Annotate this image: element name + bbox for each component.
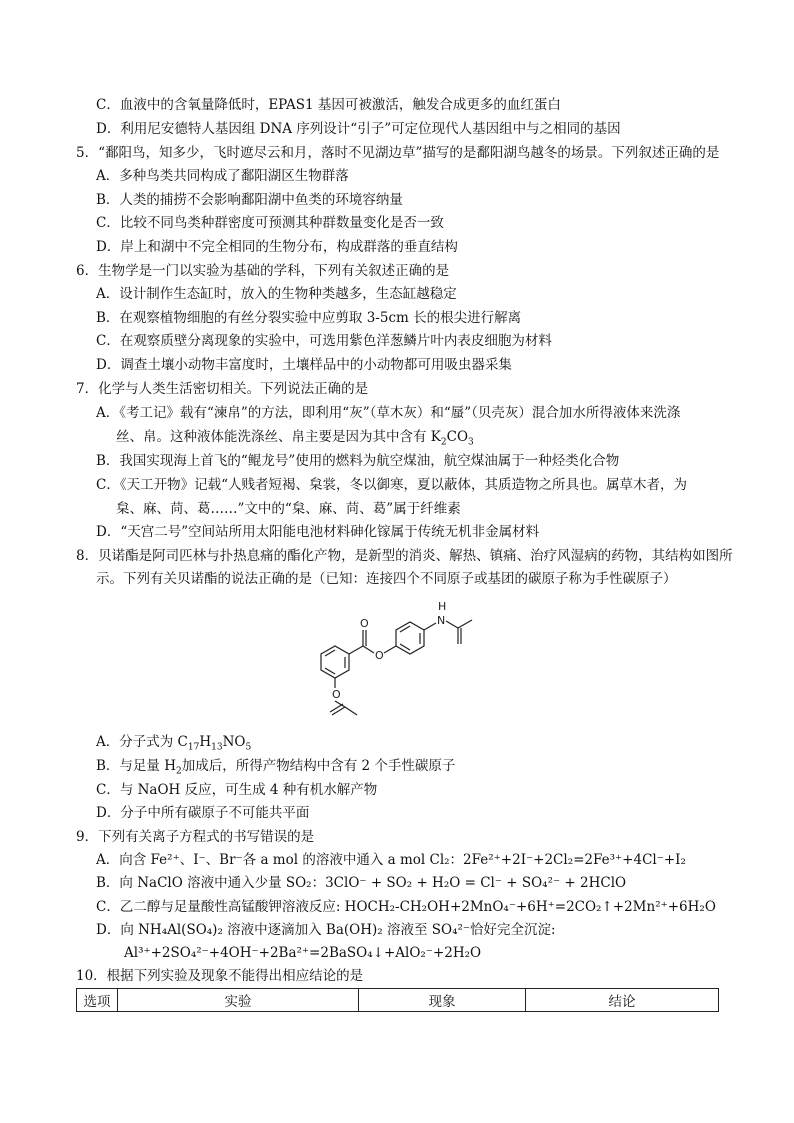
bond (363, 646, 374, 653)
q7-option-a-line1: A．《考工记》载有“湅帛”的方法，即利用“灰”（草木灰）和“蜃”（贝壳灰）混合加水所得液体来洗涤 (96, 405, 681, 421)
table-header-option: 选项 (77, 989, 118, 1012)
methyl-bond (458, 620, 472, 628)
q8-option-c: C．与 NaOH 反应，可生成 4 种有机水解产物 (96, 782, 378, 798)
q6-option-a: A．设计制作生态缸时，放入的生物种类越多，生态缸越稳定 (96, 286, 457, 302)
q7-option-c-line2: 枲、麻、苘、葛……”文中的“枲、麻、苘、葛”属于纤维素 (116, 501, 461, 517)
carbonyl-bond (330, 704, 343, 712)
q4-option-d: D．利用尼安德特人基因组 DNA 序列设计“引子”可定位现代人基因组中与之相同的基因 (96, 121, 621, 137)
q7-option-b: B．我国实现海上首飞的“鲲龙号”使用的燃料为航空煤油，航空煤油属于一种烃类化合物 (96, 453, 620, 469)
q5-option-a: A．多种鸟类共同构成了鄱阳湖区生物群落 (96, 168, 349, 184)
atom-o-carbonyl: O (360, 617, 369, 630)
q9-option-c: C．乙二醇与足量酸性高锰酸钾溶液反应: HOCH₂-CH₂OH+2MnO₄⁻+6H⁺=2CO₂↑+2Mn²⁺+6H₂O (96, 899, 716, 915)
table-header-row (77, 989, 719, 1012)
atom-n: N (437, 614, 446, 627)
q9-option-a: A．向含 Fe²⁺、I⁻、Br⁻各 a mol 的溶液中通入 a mol Cl₂：2Fe²⁺+2I⁻+2Cl₂=2Fe³⁺+4Cl⁻+I₂ (96, 852, 686, 868)
q6-option-b: B．在观察植物细胞的有丝分裂实验中应剪取 3-5cm 长的根尖进行解离 (96, 310, 522, 326)
q7-option-a-line2: 丝、帛。这种液体能洗涤丝、帛主要是因为其中含有 $K_2CO_3$ (116, 429, 474, 448)
table-header-conclusion: 结论 (526, 989, 719, 1012)
benorilate-structure (296, 596, 496, 732)
q8-option-d: D．分子中所有碳原子不可能共平面 (96, 805, 310, 821)
atom-h: H (438, 600, 447, 613)
q8-stem-line1: 8．贝诺酯是阿司匹林与扑热息痛的酯化产物，是新型的消炎、解热、镇痛、治疗风湿病的药物，其结构如图所 (76, 548, 733, 564)
table-header-phenomenon: 现象 (359, 989, 526, 1012)
q9-option-b: B．向 NaClO 溶液中通入少量 SO₂：3ClO⁻ + SO₂ + H₂O = Cl⁻ + SO₄²⁻ + 2HClO (96, 875, 627, 891)
q5-option-b: B．人类的捕捞不会影响鄱阳湖中鱼类的环境容纳量 (96, 192, 403, 208)
q7-option-c-line1: C．《天工开物》记载“人贱者短褐、枲裳，冬以御寒，夏以蔽体，其质造物之所具也。属草木者，为 (96, 477, 687, 493)
carbonyl-bond (332, 707, 345, 715)
bond (349, 646, 363, 654)
q10-stem: 10．根据下列实验及现象不能得出相应结论的是 (76, 968, 364, 984)
q4-option-c: C．血液中的含氧量降低时，EPAS1 基因可被激活，触发合成更多的血红蛋白 (96, 97, 561, 113)
q10-table (76, 988, 719, 1012)
q8-option-b: B．与足量 $H_2$加成后，所得产物结构中含有 2 个手性碳原子 (96, 758, 456, 777)
bond (424, 623, 436, 630)
q8-stem-line2: 示。下列有关贝诺酯的说法正确的是（已知：连接四个不同原子或基团的碳原子称为手性碳原子） (96, 571, 677, 587)
q8-option-a: A．分子式为 $C_{17}H_{13}NO_5$ (96, 734, 252, 753)
q9-option-d-line2: Al³⁺+2SO₄²⁻+4OH⁻+2Ba²⁺=2BaSO₄↓+AlO₂⁻+2H₂O (124, 945, 482, 961)
q6-option-c: C．在观察质壁分离现象的实验中，可选用紫色洋葱鳞片叶内表皮细胞为材料 (96, 333, 552, 349)
q7-stem: 7．化学与人类生活密切相关。下列说法正确的是 (76, 381, 369, 397)
atom-o-ester: O (375, 649, 384, 662)
bond (384, 646, 396, 653)
q5-option-c: C．比较不同鸟类种群密度可预测其种群数量变化是否一致 (96, 215, 444, 231)
table-header-experiment: 实验 (118, 989, 359, 1012)
methyl-bond (345, 707, 357, 715)
q9-stem: 9．下列有关离子方程式的书写错误的是 (76, 829, 315, 845)
q5-stem: 5．“鄱阳鸟，知多少，飞时遮尽云和月，落时不见湖边草”描写的是鄱阳湖鸟越冬的场景。下列叙述正确的是 (76, 145, 720, 161)
bond (446, 621, 458, 628)
q6-option-d: D．调查土壤小动物丰富度时，土壤样品中的小动物都可用吸虫器采集 (96, 357, 512, 373)
q5-option-d: D．岸上和湖中不完全相同的生物分布，构成群落的垂直结构 (96, 239, 458, 255)
atom-o-acetoxy: O (332, 688, 341, 701)
q7-option-d: D．“天宫二号”空间站所用太阳能电池材料砷化镓属于传统无机非金属材料 (96, 524, 540, 540)
q9-option-d-line1: D．向 NH₄Al(SO₄)₂ 溶液中逐滴加入 Ba(OH)₂ 溶液至 SO₄²⁻恰好完全沉淀: (96, 922, 556, 938)
q6-stem: 6．生物学是一门以实验为基础的学科，下列有关叙述正确的是 (76, 263, 450, 279)
